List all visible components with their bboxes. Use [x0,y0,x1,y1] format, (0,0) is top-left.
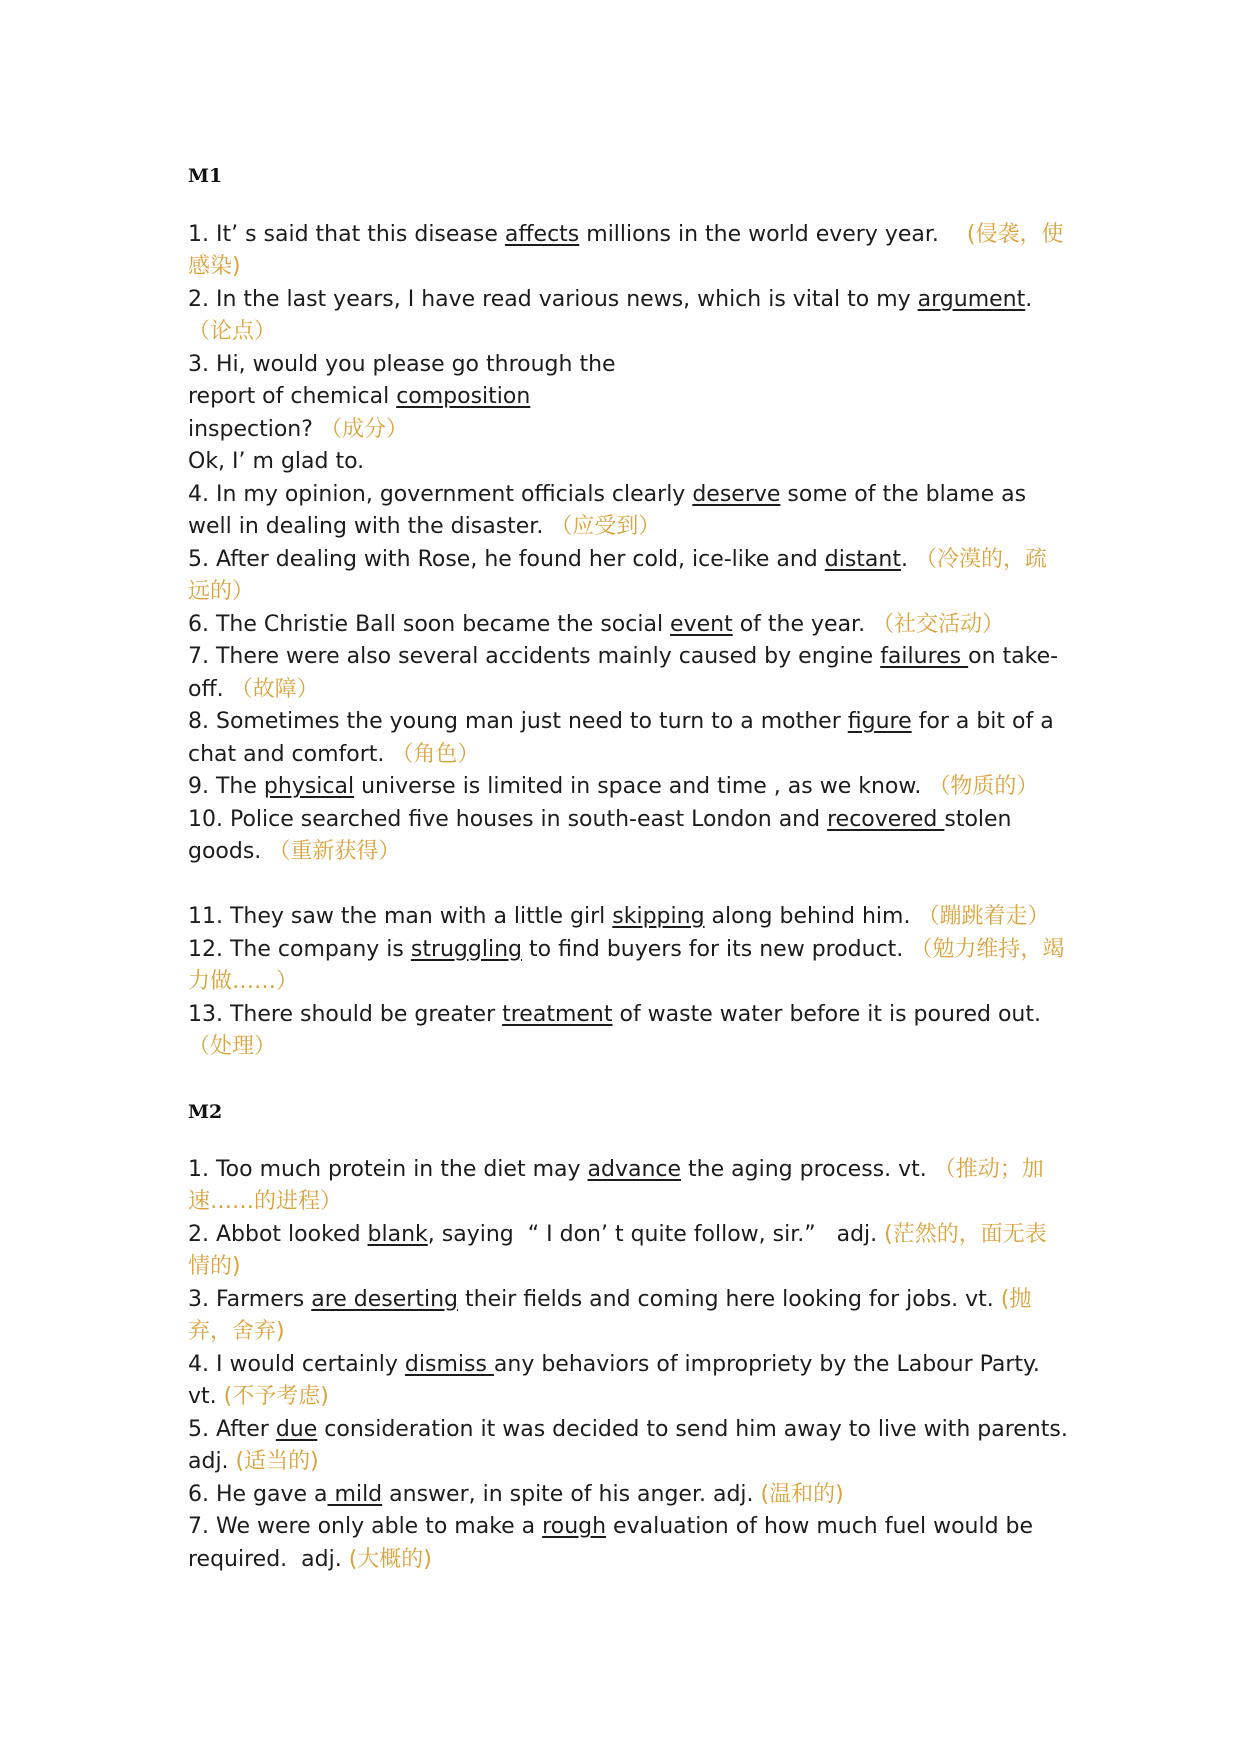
chinese-gloss: （重新获得） [268,839,401,864]
keyword: event [670,611,733,637]
sentence-text: to find buyers for its new product. [522,936,911,962]
vocab-sentence [188,1284,1068,1349]
keyword: skipping [612,904,705,929]
sentence-text: evaluation of how much fuel would be required. adj. [188,1514,1034,1572]
vocab-sentence [188,446,1068,479]
sentence-text: 7. We were only able to make a [188,1514,543,1539]
sentence-text: some of the blame as well in dealing with the disaster. [188,481,1027,539]
spacer [188,1129,1068,1154]
sentence-text: of the year. [732,611,873,637]
vocab-sentence [188,1511,1068,1576]
keyword: blank [367,1221,428,1247]
vocab-sentence [188,1414,1068,1479]
section-heading-m2: M2 [188,1101,223,1123]
keyword: physical [263,774,355,799]
sentence-text: along behind him. [704,904,918,929]
chinese-gloss: (大概的) [348,1546,432,1572]
vocab-sentence [188,901,1068,934]
sentence-text: millions in the world every year. [579,221,967,247]
spacer [188,1064,1068,1097]
sentence-text: 12. The company is [188,936,411,962]
vocab-sentence [188,1219,1068,1284]
sentence-text: the aging process. vt. [681,1156,934,1182]
sentence-text: answer, in spite of his anger. adj. [382,1481,761,1507]
chinese-gloss: （论点） [188,319,277,344]
sentence-text: 3. Farmers [188,1286,312,1312]
sentence-text: their fields and coming here looking for jobs. vt. [458,1286,1001,1312]
sentence-text: 4. I would certainly [188,1351,405,1377]
sentence-text: 4. In my opinion, government officials clearly [188,481,693,507]
vocab-sentence [188,999,1068,1064]
keyword: argument [917,286,1026,312]
sentence-text: . [1025,286,1033,312]
keyword: treatment [502,1001,613,1027]
chinese-gloss: (侵袭，使感染) [188,221,1064,279]
keyword: rough [542,1514,607,1539]
vocab-sentence [188,479,1068,544]
sentence-text: 6. He gave a [188,1481,328,1507]
sentence-text: 1. It’ s said that this disease [188,221,505,247]
vocab-sentence [188,804,1068,869]
sentence-text: 7. There were also several accidents mainly caused by engine [188,644,881,669]
vocab-sentence [188,934,1068,999]
vocab-sentence [188,544,1068,609]
chinese-gloss: （勉力维持，竭力做……） [188,936,1065,994]
sentence-text: stolen goods. [188,806,1012,864]
chinese-gloss: (适当的) [235,1449,319,1474]
vocab-sentence [188,1154,1068,1219]
chinese-gloss: （故障） [230,676,319,702]
vocab-sentence [188,1479,1068,1512]
vocab-sentence [188,609,1068,642]
sentence-text: of waste water before it is poured out. [612,1001,1041,1027]
sentence-text: inspection? [188,416,320,442]
keyword: figure [847,709,912,734]
chinese-gloss: （角色） [391,741,480,767]
keyword: deserve [692,481,781,507]
sentence-text: 5. After dealing with Rose, he found her cold, ice-like and [188,546,825,572]
vocab-sentence [188,706,1068,771]
keyword: composition [396,384,531,409]
vocab-sentence [188,349,658,447]
sentence-text: . [900,546,915,572]
keyword: dismiss [404,1351,494,1377]
sentence-text: for a bit of a chat and comfort. [188,709,1054,767]
sentence-text: 1. Too much protein in the diet may [188,1156,588,1182]
sentence-text: on take-off. [188,644,1059,702]
vocab-sentence [188,219,1068,284]
sentence-text: 11. They saw the man with a little girl [188,904,613,929]
keyword: advance [587,1156,682,1182]
sentence-text: , saying “ I don’ t quite follow, sir.” adj. [427,1221,885,1247]
keyword: struggling [410,936,522,962]
chinese-gloss: （处理） [188,1034,277,1059]
spacer [188,193,1068,219]
spacer [188,869,1068,902]
sentence-text: 3. Hi, would you please go through the report of chemical [188,351,616,409]
vocab-sentence [188,641,1068,706]
keyword: recovered [827,806,945,832]
chinese-gloss: (不予考虑) [223,1384,329,1409]
chinese-gloss: （物质的） [928,774,1039,799]
sentence-text: 2. Abbot looked [188,1221,368,1247]
sentence-text: 6. The Christie Ball soon became the social [188,611,671,637]
chinese-gloss: (温和的) [760,1481,844,1507]
chinese-gloss: (茫然的，面无表情的) [188,1221,1047,1279]
chinese-gloss: （推动；加速……的进程） [188,1156,1044,1214]
keyword: distant [824,546,901,572]
keyword: due [275,1416,318,1442]
sentence-text: 9. The [188,774,264,799]
document-page [188,160,1068,1576]
sentence-text: 8. Sometimes the young man just need to turn to a mother [188,709,848,734]
chinese-gloss: (抛弃，舍弃) [188,1286,1032,1344]
sentence-text: any behaviors of impropriety by the Labour Party. vt. [188,1351,1040,1409]
sentence-text: universe is limited in space and time , as we know. [354,774,929,799]
sentence-text: 13. There should be greater [188,1001,503,1027]
sentence-text: Ok, I’ m glad to. [188,449,365,474]
keyword: affects [504,221,580,247]
sentence-text: consideration it was decided to send him away to live with parents. adj. [188,1416,1068,1474]
chinese-gloss: （成分） [319,416,408,442]
chinese-gloss: （蹦跳着走） [917,904,1050,929]
vocab-sentence [188,771,1068,804]
sentence-text: 5. After [188,1416,276,1442]
vocab-sentence [188,1349,1068,1414]
chinese-gloss: （社交活动） [872,611,1005,637]
keyword: are deserting [311,1286,458,1312]
chinese-gloss: （冷漠的，疏远的） [188,546,1047,604]
sentence-text: 10. Police searched five houses in south-east London and [188,806,828,832]
keyword: failures [880,644,969,669]
section-heading-m1: M1 [188,165,223,187]
vocab-sentence [188,284,1068,349]
sentence-text: 2. In the last years, I have read various news, which is vital to my [188,286,918,312]
chinese-gloss: （应受到） [550,514,661,539]
keyword: mild [327,1481,383,1507]
